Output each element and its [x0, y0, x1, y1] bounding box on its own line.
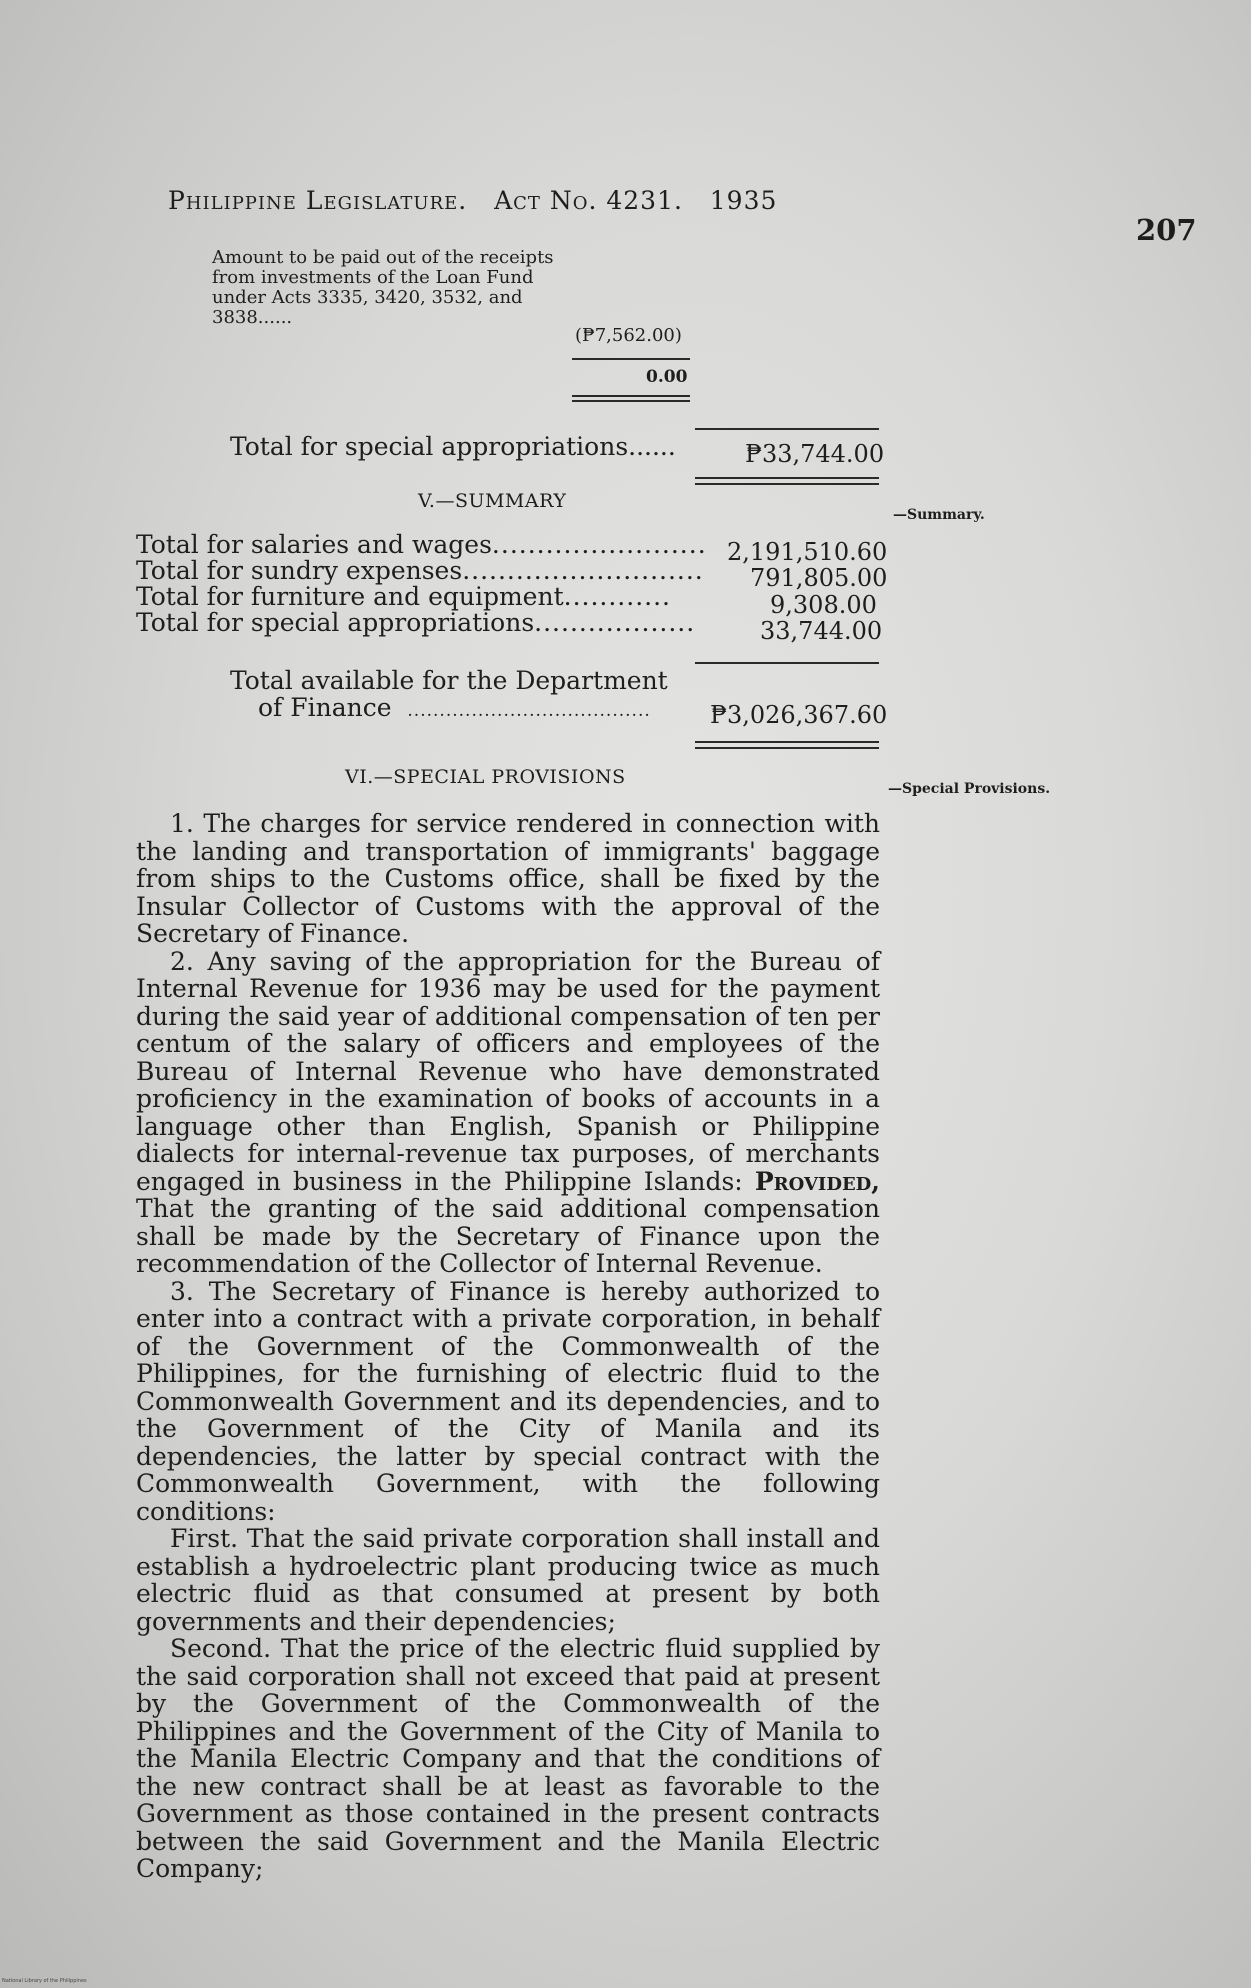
- condition-second: Second. That the price of the electric fluid supplied by the said corporation shall not exceed that paid at present by the Government of the Commonwealth of the Philippines and the Government of the City of Manila to the Manila Electric Company and that the conditions of the new contract shall be at least as favorable to the Government as those contained in the present contracts between the said Government and the Manila Electric Company;: [136, 1634, 880, 1883]
- summary-row: Total for sundry expenses...........................: [136, 556, 704, 585]
- summary-row-amount: 791,805.00: [750, 564, 888, 592]
- department-total-amount: ₱3,026,367.60: [710, 701, 888, 729]
- summary-row: Total for special appropriations..................: [136, 608, 696, 637]
- double-rule-bottom: [695, 747, 879, 749]
- header-legislature: Philippine Legislature.: [168, 186, 468, 215]
- double-rule-top: [572, 395, 690, 397]
- loan-fund-amount: (₱7,562.00): [575, 325, 682, 346]
- footer-credit: National Library of the Philippines: [2, 1978, 87, 1984]
- provision-3: 3. The Secretary of Finance is hereby authorized to enter into a contract with a private corporation, in behalf of the Government of the Commonwealth of the Philippines, for the furnishing of electric fluid to the Commonwealth Government and its dependencies, and to the Government of the City of Manila and its dependencies, the latter by special contract with the Commonwealth Government, with the following conditions:: [136, 1276, 880, 1526]
- header-year: 1935: [709, 186, 778, 215]
- loan-fund-text: Amount to be paid out of the receipts from investments of the Loan Fund under Acts 3335, 3420, 3532, and 3838......: [212, 247, 554, 328]
- double-rule-bottom: [695, 483, 879, 485]
- summary-row-amount: 2,191,510.60: [727, 538, 888, 566]
- summary-row-amount: 9,308.00: [770, 591, 877, 619]
- page-number: 207: [1136, 213, 1197, 247]
- special-provisions-body: [136, 810, 880, 1883]
- provision-2: 2. Any saving of the appropriation for the Bureau of Internal Revenue for 1936 may be used for the payment during the said year of additional compensation of ten per centum of the salary of officers and employees of the Bureau of Internal Revenue who have demonstrated proficiency in the examination of books of accounts in a language other than English, Spanish or Philippine dialects for internal-revenue tax purposes, of merchants engaged in business in the Philippine Islands: Provided, That the granting of the said additional compensation shall be made by the Secretary of Finance upon the recommendation of the Collector of Internal Revenue.: [136, 946, 880, 1278]
- special-total-label: Total for special appropriations......: [230, 432, 676, 461]
- double-rule-bottom: [572, 400, 690, 402]
- provision-1: 1. The charges for service rendered in connection with the landing and transportation of immigrants' baggage from ships to the Customs office, shall be fixed by the Insular Collector of Customs with the approval of the Secretary of Finance.: [136, 809, 880, 948]
- summary-heading: V.—SUMMARY: [418, 490, 567, 512]
- double-rule-top: [695, 741, 879, 743]
- summary-row-amount: 33,744.00: [760, 617, 883, 645]
- special-provisions-margin-note: —Special Provisions.: [888, 781, 1051, 797]
- special-total-amount: ₱33,744.00: [745, 440, 885, 468]
- header-act: Act No. 4231.: [494, 186, 683, 215]
- condition-first: First. That the said private corporation shall install and establish a hydroelectric plant producing twice as much electric fluid as that consumed at present by both governments and their dependencies;: [136, 1524, 880, 1636]
- double-rule-top: [695, 477, 879, 479]
- rule: [572, 358, 690, 360]
- loan-fund-net: 0.00: [646, 367, 688, 387]
- rule: [695, 662, 879, 664]
- summary-row: Total for furniture and equipment............: [136, 582, 671, 611]
- provided-keyword: Provided,: [754, 1166, 880, 1196]
- department-total-line2: of Finance ......................................: [258, 693, 651, 722]
- summary-row: Total for salaries and wages........................: [136, 530, 707, 559]
- running-header: [168, 186, 777, 215]
- special-provisions-heading: VI.—SPECIAL PROVISIONS: [345, 766, 626, 788]
- summary-margin-note: —Summary.: [893, 507, 985, 523]
- rule: [695, 428, 879, 430]
- department-total-line1: Total available for the Department: [230, 666, 668, 695]
